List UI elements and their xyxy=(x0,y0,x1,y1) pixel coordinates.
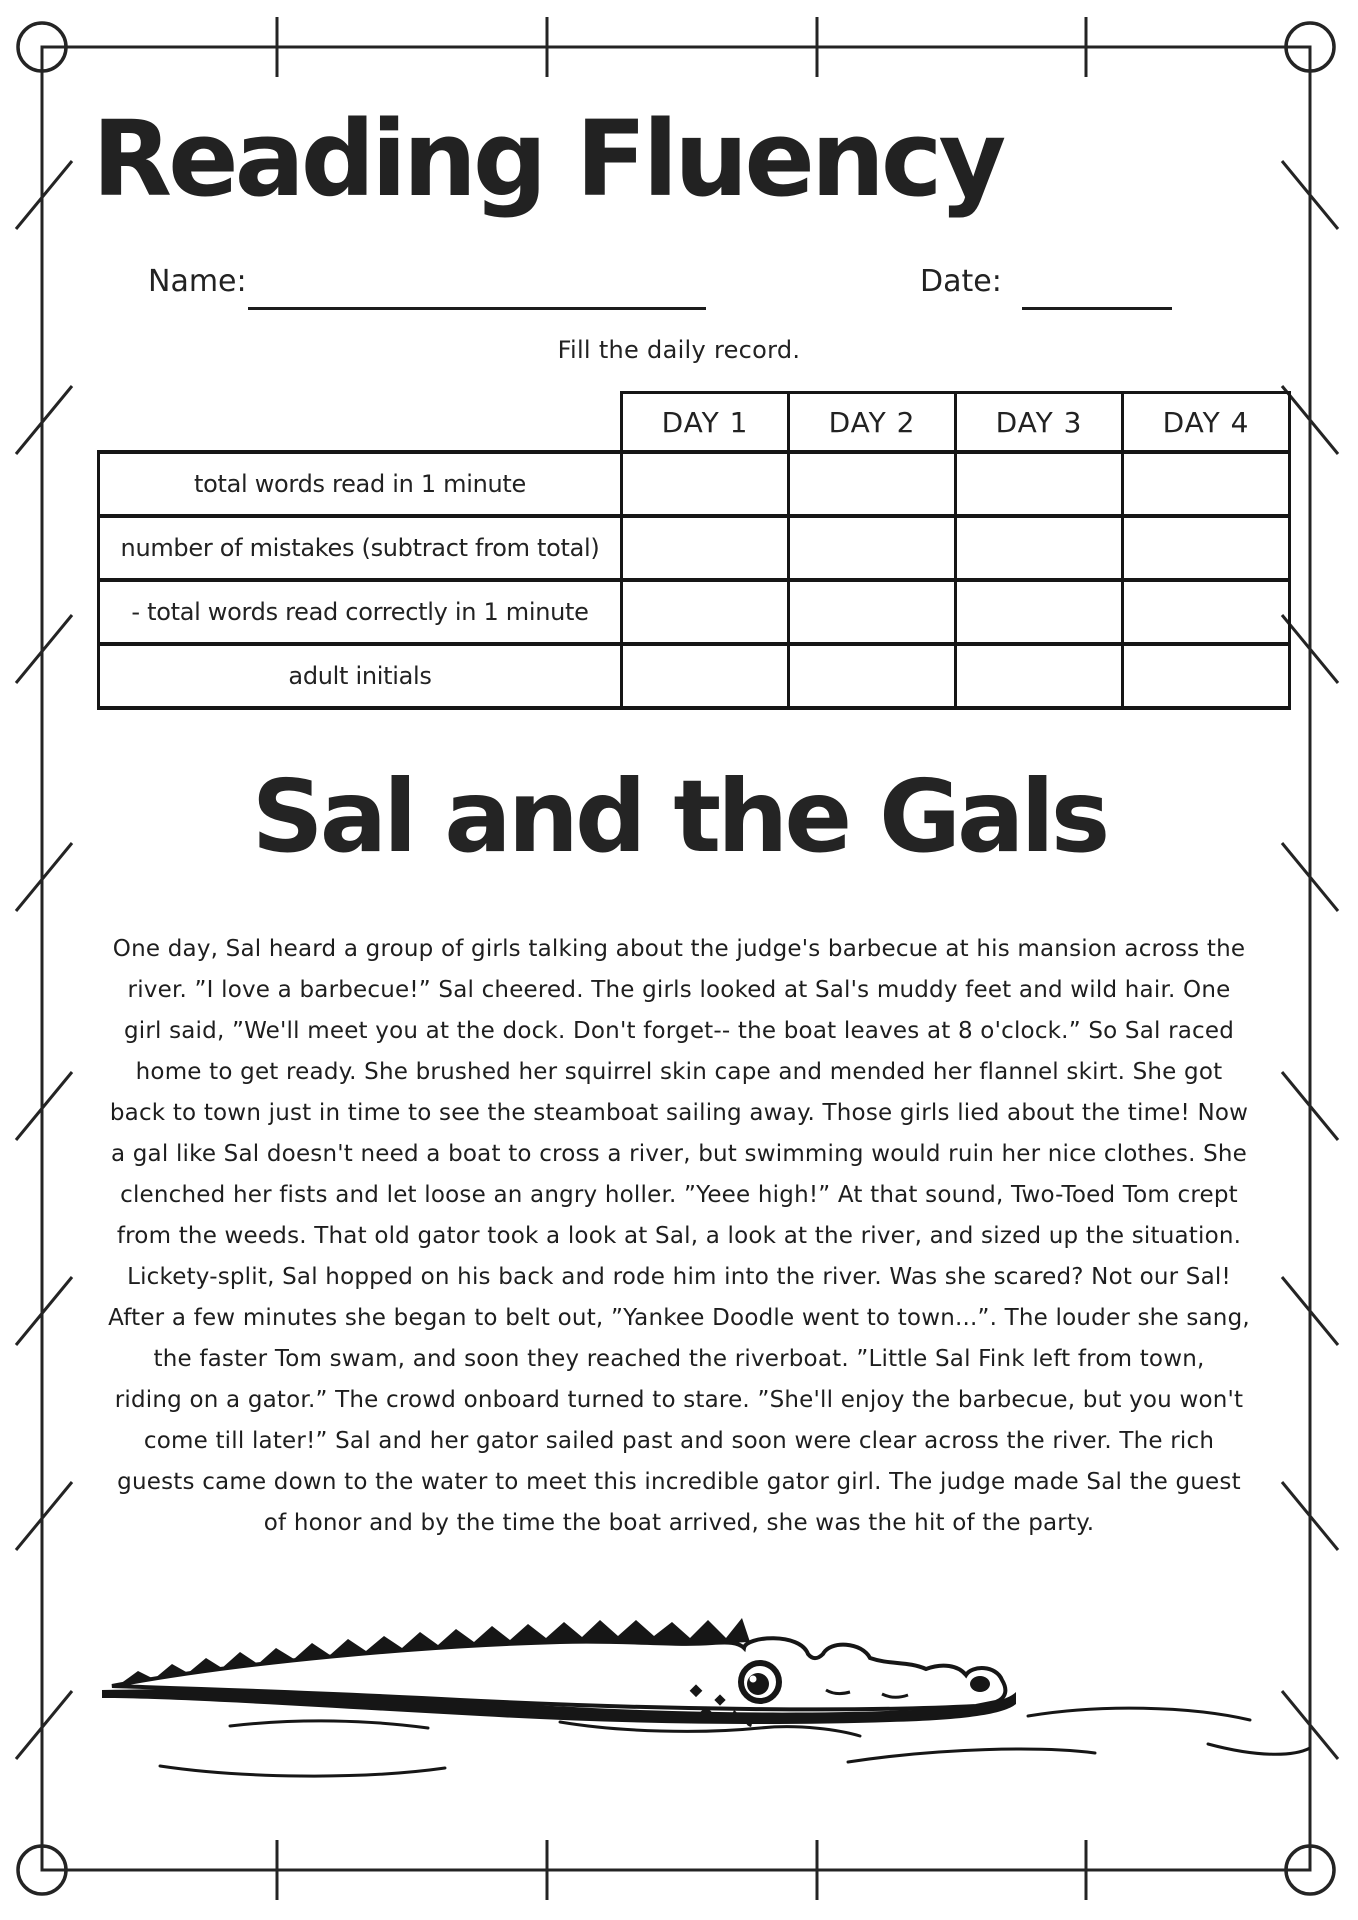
table-row xyxy=(99,580,1290,644)
story-line: girl said, ”We'll meet you at the dock. Don't forget-- the boat leaves at 8 o'clock.” So Sal raced xyxy=(123,1018,1235,1044)
day-4-header: DAY 4 xyxy=(1123,393,1290,453)
initials-day1-cell[interactable] xyxy=(622,644,789,708)
name-write-line[interactable] xyxy=(248,306,706,310)
table-corner-spacer xyxy=(99,393,622,453)
table-row xyxy=(99,452,1290,516)
story-line: guests came down to the water to meet this incredible gator girl. The judge made Sal the guest xyxy=(117,1469,1241,1495)
story-line: After a few minutes she began to belt out, ”Yankee Doodle went to town...”. The louder she sang, xyxy=(108,1305,1250,1331)
story-line: back to town just in time to see the steamboat sailing away. Those girls lied about the time! Now xyxy=(109,1100,1249,1126)
daily-record-table xyxy=(97,391,1291,710)
alligator-illustration xyxy=(60,1598,1310,1818)
story-line: Lickety-split, Sal hopped on his back and rode him into the river. Was she scared? Not our Sal! xyxy=(127,1264,1231,1290)
story-line: clenched her fists and let loose an angry holler. ”Yeee high!” At that sound, Two-Toed Tom crept xyxy=(120,1182,1238,1208)
words-correct-day2-cell[interactable] xyxy=(789,580,956,644)
initials-day3-cell[interactable] xyxy=(956,644,1123,708)
table-row xyxy=(99,516,1290,580)
mistakes-day4-cell[interactable] xyxy=(1123,516,1290,580)
story-line: from the weeds. That old gator took a look at Sal, a look at the river, and sized up the situation. xyxy=(116,1223,1242,1249)
story-line: One day, Sal heard a group of girls talking about the judge's barbecue at his mansion across the xyxy=(112,936,1246,962)
name-label: Name: xyxy=(148,264,247,299)
story-text xyxy=(59,929,1299,1544)
gator-nostril xyxy=(970,1676,990,1692)
story-line: river. ”I love a barbecue!” Sal cheered. The girls looked at Sal's muddy feet and wild hair. One xyxy=(127,977,1231,1003)
story-line: riding on a gator.” The crowd onboard turned to stare. ”She'll enjoy the barbecue, but you won't xyxy=(114,1387,1244,1413)
total-words-day1-cell[interactable] xyxy=(622,452,789,516)
day-2-header: DAY 2 xyxy=(789,393,956,453)
row-label-mistakes: number of mistakes (subtract from total) xyxy=(99,516,622,580)
instruction-text: Fill the daily record. xyxy=(557,336,801,364)
initials-day4-cell[interactable] xyxy=(1123,644,1290,708)
total-words-day4-cell[interactable] xyxy=(1123,452,1290,516)
story-line: come till later!” Sal and her gator sailed past and soon were clear across the river. The rich xyxy=(143,1428,1215,1454)
mistakes-day1-cell[interactable] xyxy=(622,516,789,580)
words-correct-day4-cell[interactable] xyxy=(1123,580,1290,644)
story-title: Sal and the Gals xyxy=(251,758,1107,875)
story-line: of honor and by the time the boat arrived, she was the hit of the party. xyxy=(263,1510,1095,1536)
gator-pupil xyxy=(747,1673,769,1695)
total-words-day3-cell[interactable] xyxy=(956,452,1123,516)
gator-eye-glint xyxy=(750,1676,757,1683)
mistakes-day3-cell[interactable] xyxy=(956,516,1123,580)
mistakes-day2-cell[interactable] xyxy=(789,516,956,580)
date-label: Date: xyxy=(920,264,1002,299)
story-line: the faster Tom swam, and soon they reached the riverboat. ”Little Sal Fink left from town, xyxy=(153,1346,1205,1372)
date-write-line[interactable] xyxy=(1022,306,1172,310)
day-1-header: DAY 1 xyxy=(622,393,789,453)
story-line: a gal like Sal doesn't need a boat to cross a river, but swimming would ruin her nice clothes. She xyxy=(110,1141,1248,1167)
table-header-row xyxy=(99,393,1290,453)
words-correct-day1-cell[interactable] xyxy=(622,580,789,644)
day-3-header: DAY 3 xyxy=(956,393,1123,453)
story-line: home to get ready. She brushed her squirrel skin cape and mended her flannel skirt. She got xyxy=(135,1059,1223,1085)
initials-day2-cell[interactable] xyxy=(789,644,956,708)
row-label-adult-initials: adult initials xyxy=(99,644,622,708)
total-words-day2-cell[interactable] xyxy=(789,452,956,516)
row-label-total-words: total words read in 1 minute xyxy=(99,452,622,516)
row-label-words-correct: - total words read correctly in 1 minute xyxy=(99,580,622,644)
words-correct-day3-cell[interactable] xyxy=(956,580,1123,644)
table-row xyxy=(99,644,1290,708)
page-title: Reading Fluency xyxy=(92,98,1003,220)
